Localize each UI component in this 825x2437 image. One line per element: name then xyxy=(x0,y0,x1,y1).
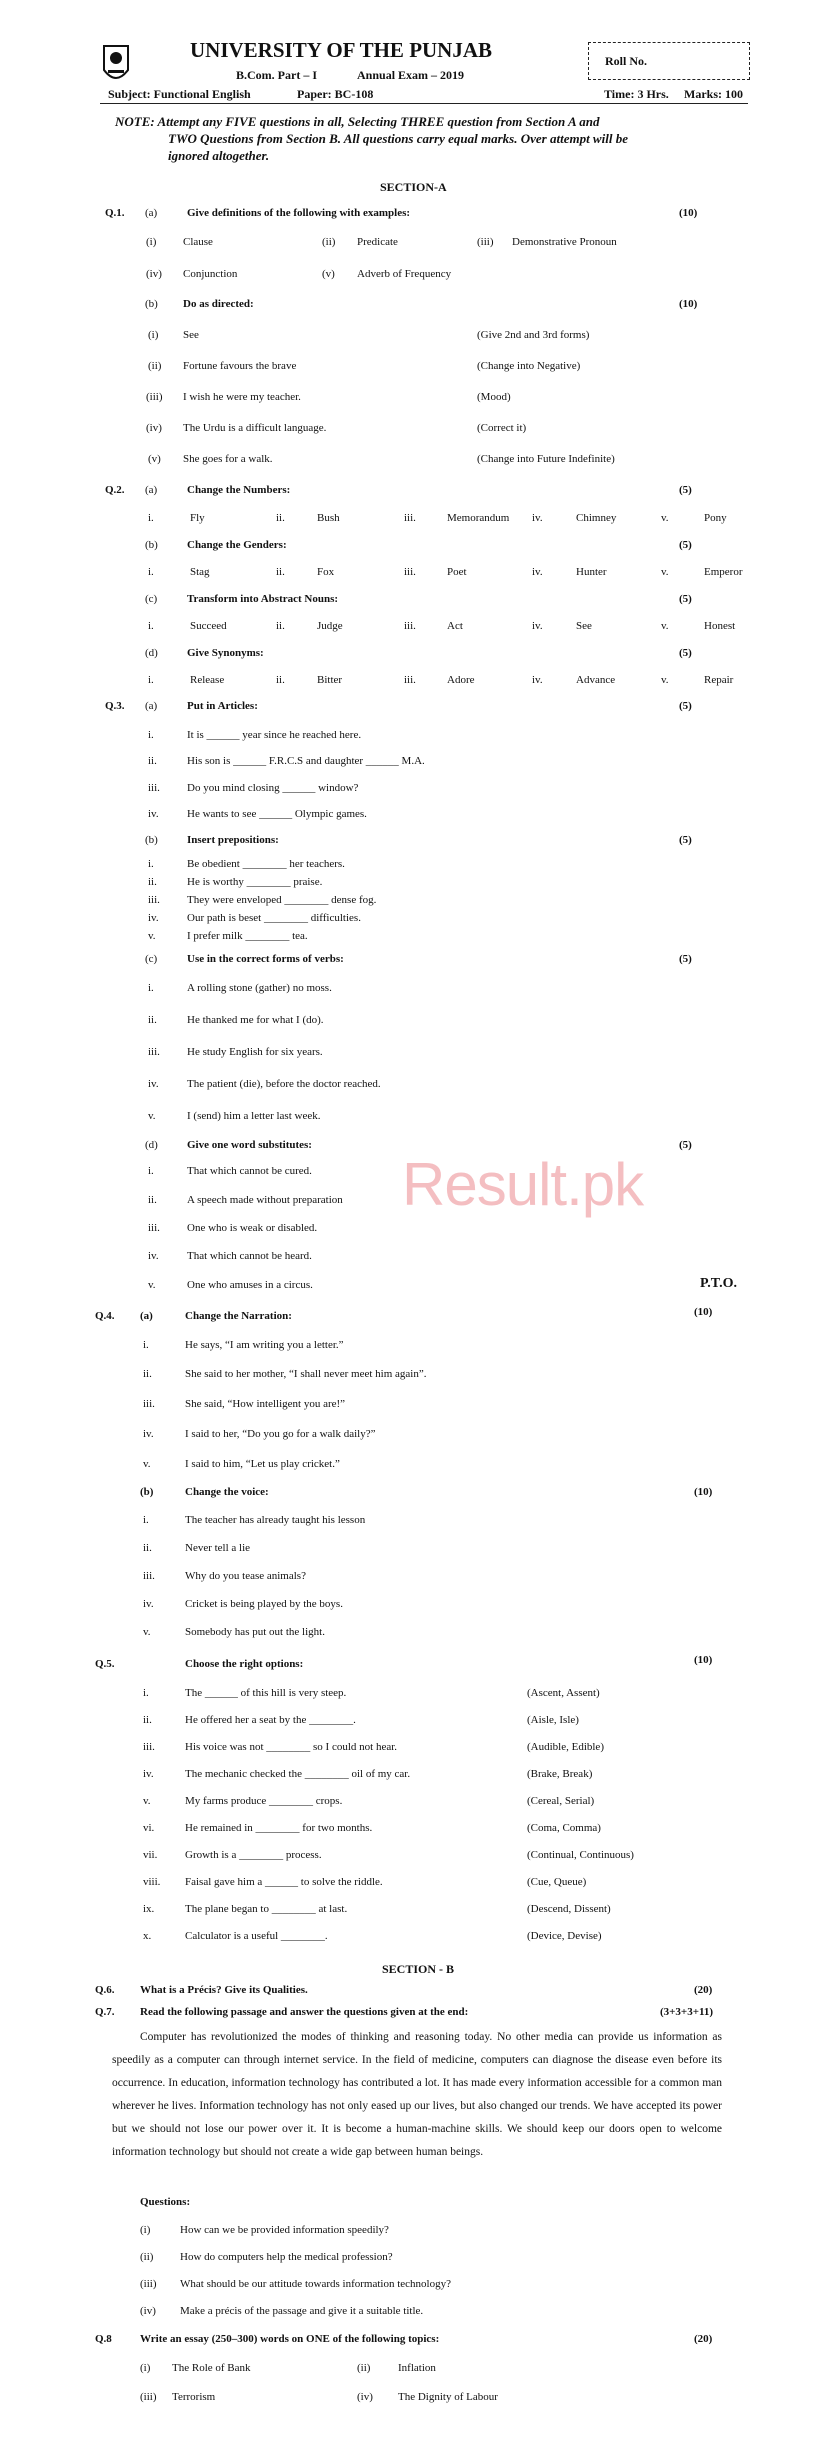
q3b-item-num: iii. xyxy=(148,894,160,906)
q7-question-item: What should be our attitude towards information technology? xyxy=(180,2278,451,2290)
q8-topic: The Dignity of Labour xyxy=(398,2391,498,2403)
q7-number: Q.7. xyxy=(95,2006,115,2018)
q3c-item: The patient (die), before the doctor reached. xyxy=(187,1078,381,1090)
q2-numeral: i. xyxy=(148,566,154,578)
q5-options: (Aisle, Isle) xyxy=(527,1714,579,1726)
q7-question-num: (ii) xyxy=(140,2251,154,2263)
q4b-item: Somebody has put out the light. xyxy=(185,1626,325,1638)
q2-numeral: v. xyxy=(661,620,669,632)
q5-options: (Descend, Dissent) xyxy=(527,1903,611,1915)
q3c-item-num: v. xyxy=(148,1110,156,1122)
q7-question-num: (i) xyxy=(140,2224,151,2236)
q1a-title: Give definitions of the following with examples: xyxy=(187,207,411,219)
q2-part-title: Change the Numbers: xyxy=(187,484,291,496)
q1b-item: She goes for a walk. xyxy=(183,453,273,465)
q3a-marks: (5) xyxy=(679,700,692,712)
q2-word: Advance xyxy=(576,674,616,686)
q2-word: Bush xyxy=(317,512,340,524)
q2-part-label: (a) xyxy=(145,484,158,496)
q5-options: (Cue, Queue) xyxy=(527,1876,587,1888)
q1a-item: Conjunction xyxy=(183,268,238,280)
q7-question: Read the following passage and answer the questions given at the end: xyxy=(140,2006,469,2018)
q2-numeral: i. xyxy=(148,620,154,632)
q3b-item: They were enveloped ________ dense fog. xyxy=(187,894,377,906)
q4b-item-num: iii. xyxy=(143,1570,155,1582)
q3d-item-num: v. xyxy=(148,1279,156,1291)
q2-numeral: v. xyxy=(661,566,669,578)
q3c-item: I (send) him a letter last week. xyxy=(187,1110,321,1122)
q3b-item: Our path is beset ________ difficulties. xyxy=(187,912,361,924)
q7-question-num: (iv) xyxy=(140,2305,156,2317)
q4b-item-num: v. xyxy=(143,1626,151,1638)
q5-number: Q.5. xyxy=(95,1658,115,1670)
section-b-heading: SECTION - B xyxy=(382,1962,455,1976)
q5-item: Faisal gave him a ______ to solve the riddle. xyxy=(185,1876,383,1888)
q4a-label: (a) xyxy=(140,1310,153,1322)
q1a-marks: (10) xyxy=(679,207,698,219)
q2-numeral: v. xyxy=(661,512,669,524)
q7-questions-title: Questions: xyxy=(140,2196,191,2208)
q2-part-marks: (5) xyxy=(679,593,692,605)
q3d-item: That which cannot be cured. xyxy=(187,1165,312,1177)
q2-numeral: iv. xyxy=(532,512,543,524)
q4b-item-num: ii. xyxy=(143,1542,152,1554)
q2-word: Memorandum xyxy=(447,512,510,524)
q2-word: Honest xyxy=(704,620,736,632)
q1b-item: I wish he were my teacher. xyxy=(183,391,301,403)
q1b-direction: (Correct it) xyxy=(477,422,527,434)
q6-number: Q.6. xyxy=(95,1984,115,1996)
q2-part-label: (c) xyxy=(145,593,158,605)
q8-topic-num: (i) xyxy=(140,2362,151,2374)
q2-part-title: Give Synonyms: xyxy=(187,647,264,659)
q5-item: He offered her a seat by the ________. xyxy=(185,1714,356,1726)
q2-numeral: iv. xyxy=(532,620,543,632)
q1b-item: Fortune favours the brave xyxy=(183,360,297,372)
q3a-item-num: ii. xyxy=(148,755,157,767)
q2-word: Bitter xyxy=(317,674,343,686)
q3c-item: He thanked me for what I (do). xyxy=(187,1014,324,1026)
q2-word: Fly xyxy=(190,512,205,524)
q4a-item-num: ii. xyxy=(143,1368,152,1380)
q2-word: Chimney xyxy=(576,512,617,524)
q4a-marks: (10) xyxy=(694,1306,713,1318)
q5-item: The ______ of this hill is very steep. xyxy=(185,1687,347,1699)
q2-numeral: iv. xyxy=(532,674,543,686)
q2-word: See xyxy=(576,620,592,632)
q3a-item: He wants to see ______ Olympic games. xyxy=(187,808,367,820)
q3a-item-num: iii. xyxy=(148,782,160,794)
q2-word: Hunter xyxy=(576,566,607,578)
q5-options: (Coma, Comma) xyxy=(527,1822,601,1834)
q8-marks: (20) xyxy=(694,2333,713,2345)
q5-item: The mechanic checked the ________ oil of my car. xyxy=(185,1768,411,1780)
q2-part-marks: (5) xyxy=(679,484,692,496)
q1a-item-num: (iii) xyxy=(477,236,494,248)
q2-word: Release xyxy=(190,674,225,686)
subject-label: Subject: Functional English xyxy=(108,87,251,101)
q3c-item-num: i. xyxy=(148,982,154,994)
q2-numeral: ii. xyxy=(276,620,285,632)
q2-numeral: i. xyxy=(148,512,154,524)
note-line-1: NOTE: Attempt any FIVE questions in all, Selecting THREE question from Section A and xyxy=(115,114,600,129)
q2-word: Judge xyxy=(317,620,343,632)
university-seal xyxy=(100,40,132,88)
q5-item: Calculator is a useful ________. xyxy=(185,1930,328,1942)
q3c-marks: (5) xyxy=(679,953,692,965)
q3a-item-num: iv. xyxy=(148,808,159,820)
time-label: Time: 3 Hrs. xyxy=(604,87,669,101)
marks-label: Marks: 100 xyxy=(684,87,743,101)
q2-part-title: Change the Genders: xyxy=(187,539,287,551)
q1b-marks: (10) xyxy=(679,298,698,310)
q2-numeral: i. xyxy=(148,674,154,686)
q7-marks: (3+3+3+11) xyxy=(660,2006,714,2018)
q8-question: Write an essay (250–300) words on ONE of the following topics: xyxy=(140,2333,440,2345)
q3d-title: Give one word substitutes: xyxy=(187,1139,312,1151)
q3d-marks: (5) xyxy=(679,1139,692,1151)
q8-topic-num: (ii) xyxy=(357,2362,371,2374)
q5-options: (Cereal, Serial) xyxy=(527,1795,595,1807)
q4b-item: Why do you tease animals? xyxy=(185,1570,306,1582)
q4a-item-num: iv. xyxy=(143,1428,154,1440)
q1a-item-num: (iv) xyxy=(146,268,162,280)
q4b-item: Cricket is being played by the boys. xyxy=(185,1598,343,1610)
q3b-item-num: ii. xyxy=(148,876,157,888)
q1a-item-num: (i) xyxy=(146,236,157,248)
q4a-item: I said to her, “Do you go for a walk daily?” xyxy=(185,1428,376,1440)
paper-label: Paper: BC-108 xyxy=(297,87,374,101)
q3a-title: Put in Articles: xyxy=(187,700,258,712)
q3d-label: (d) xyxy=(145,1139,158,1151)
q3b-marks: (5) xyxy=(679,834,692,846)
q4b-label: (b) xyxy=(140,1486,154,1498)
q3d-item-num: iii. xyxy=(148,1222,160,1234)
q2-numeral: ii. xyxy=(276,674,285,686)
q2-numeral: ii. xyxy=(276,512,285,524)
q6-marks: (20) xyxy=(694,1984,713,1996)
q5-item: The plane began to ________ at last. xyxy=(185,1903,348,1915)
q5-item-num: x. xyxy=(143,1930,152,1942)
q1-number: Q.1. xyxy=(105,207,125,219)
q3b-item-num: iv. xyxy=(148,912,159,924)
q7-question-item: How can we be provided information speedily? xyxy=(180,2224,389,2236)
q3b-item: I prefer milk ________ tea. xyxy=(187,930,308,942)
q5-item: My farms produce ________ crops. xyxy=(185,1795,343,1807)
q2-word: Succeed xyxy=(190,620,227,632)
q3b-item: He is worthy ________ praise. xyxy=(187,876,323,888)
q3c-item-num: iii. xyxy=(148,1046,160,1058)
q4a-item-num: iii. xyxy=(143,1398,155,1410)
class-label: B.Com. Part – I xyxy=(236,68,317,82)
q2-numeral: iii. xyxy=(404,566,416,578)
q5-item-num: ix. xyxy=(143,1903,155,1915)
q2-word: Act xyxy=(447,620,463,632)
q4a-title: Change the Narration: xyxy=(185,1310,292,1322)
q4b-item-num: i. xyxy=(143,1514,149,1526)
q1a-item: Predicate xyxy=(357,236,398,248)
q2-number: Q.2. xyxy=(105,484,125,496)
q1a-item: Demonstrative Pronoun xyxy=(512,236,617,248)
q4a-item: He says, “I am writing you a letter.” xyxy=(185,1339,344,1351)
q3d-item: One who amuses in a circus. xyxy=(187,1279,313,1291)
q1a-item: Adverb of Frequency xyxy=(357,268,452,280)
q2-numeral: iv. xyxy=(532,566,543,578)
q4b-item: Never tell a lie xyxy=(185,1542,251,1554)
q3c-label: (c) xyxy=(145,953,158,965)
q1a-label: (a) xyxy=(145,207,158,219)
q3d-item: A speech made without preparation xyxy=(187,1194,343,1206)
q8-topic: The Role of Bank xyxy=(172,2362,251,2374)
q3c-title: Use in the correct forms of verbs: xyxy=(187,953,344,965)
q4a-item: I said to him, “Let us play cricket.” xyxy=(185,1458,340,1470)
q3d-item-num: iv. xyxy=(148,1250,159,1262)
q2-numeral: ii. xyxy=(276,566,285,578)
result-pk-watermark: Result.pk xyxy=(402,1151,644,1218)
q3c-item: A rolling stone (gather) no moss. xyxy=(187,982,332,994)
q1b-item-num: (iii) xyxy=(146,391,163,403)
q5-item-num: viii. xyxy=(143,1876,161,1888)
q3a-item: His son is ______ F.R.C.S and daughter ______ M.A. xyxy=(187,755,425,767)
q4b-marks: (10) xyxy=(694,1486,713,1498)
q3c-item-num: ii. xyxy=(148,1014,157,1026)
q3d-item: That which cannot be heard. xyxy=(187,1250,312,1262)
q2-part-label: (b) xyxy=(145,539,158,551)
q3d-item-num: ii. xyxy=(148,1194,157,1206)
q3-number: Q.3. xyxy=(105,700,125,712)
q5-options: (Brake, Break) xyxy=(527,1768,593,1780)
q3c-item: He study English for six years. xyxy=(187,1046,323,1058)
q4a-item: She said to her mother, “I shall never meet him again”. xyxy=(185,1368,427,1380)
q5-item-num: iv. xyxy=(143,1768,154,1780)
pto-label: P.T.O. xyxy=(700,1276,737,1291)
q7-question-num: (iii) xyxy=(140,2278,157,2290)
q3b-label: (b) xyxy=(145,834,158,846)
q3d-item-num: i. xyxy=(148,1165,154,1177)
q1b-direction: (Change into Negative) xyxy=(477,360,581,372)
q5-options: (Audible, Edible) xyxy=(527,1741,604,1753)
roll-number-label: Roll No. xyxy=(605,54,647,68)
q2-part-label: (d) xyxy=(145,647,158,659)
q4a-item-num: i. xyxy=(143,1339,149,1351)
note-line-3: ignored altogether. xyxy=(168,148,270,163)
q8-topic: Terrorism xyxy=(172,2391,216,2403)
q1b-item: The Urdu is a difficult language. xyxy=(183,422,327,434)
q4b-title: Change the voice: xyxy=(185,1486,269,1498)
q6-question: What is a Précis? Give its Qualities. xyxy=(140,1984,308,1996)
q2-word: Emperor xyxy=(704,566,743,578)
q3a-label: (a) xyxy=(145,700,158,712)
q1b-label: (b) xyxy=(145,298,158,310)
q7-question-item: How do computers help the medical profession? xyxy=(180,2251,393,2263)
q2-word: Poet xyxy=(447,566,467,578)
q4a-item-num: v. xyxy=(143,1458,151,1470)
q8-topic: Inflation xyxy=(398,2362,436,2374)
q1a-item-num: (v) xyxy=(322,268,335,280)
q7-question-item: Make a précis of the passage and give it a suitable title. xyxy=(180,2305,424,2317)
q2-word: Fox xyxy=(317,566,335,578)
q5-item-num: v. xyxy=(143,1795,151,1807)
q3a-item: It is ______ year since he reached here. xyxy=(187,729,362,741)
q5-title: Choose the right options: xyxy=(185,1658,304,1670)
q5-options: (Continual, Continuous) xyxy=(527,1849,634,1861)
q3d-item: One who is weak or disabled. xyxy=(187,1222,318,1234)
q1b-item: See xyxy=(183,329,199,341)
q1b-direction: (Mood) xyxy=(477,391,511,403)
q2-word: Stag xyxy=(190,566,210,578)
q3b-item: Be obedient ________ her teachers. xyxy=(187,858,345,870)
q5-item-num: ii. xyxy=(143,1714,152,1726)
q1b-direction: (Give 2nd and 3rd forms) xyxy=(477,329,590,341)
q2-part-title: Transform into Abstract Nouns: xyxy=(187,593,339,605)
q5-item-num: vi. xyxy=(143,1822,155,1834)
q5-options: (Device, Devise) xyxy=(527,1930,602,1942)
q1a-item-num: (ii) xyxy=(322,236,336,248)
q5-item: His voice was not ________ so I could not hear. xyxy=(185,1741,398,1753)
q5-item-num: vii. xyxy=(143,1849,158,1861)
q2-word: Repair xyxy=(704,674,734,686)
q1a-item: Clause xyxy=(183,236,213,248)
q2-numeral: v. xyxy=(661,674,669,686)
q8-number: Q.8 xyxy=(95,2333,112,2345)
q1b-title: Do as directed: xyxy=(183,298,254,310)
q5-options: (Ascent, Assent) xyxy=(527,1687,600,1699)
q2-numeral: iii. xyxy=(404,512,416,524)
q3b-item-num: v. xyxy=(148,930,156,942)
q1b-item-num: (v) xyxy=(148,453,161,465)
q5-item: Growth is a ________ process. xyxy=(185,1849,322,1861)
q3c-item-num: iv. xyxy=(148,1078,159,1090)
q2-numeral: iii. xyxy=(404,620,416,632)
q2-part-marks: (5) xyxy=(679,539,692,551)
q3a-item-num: i. xyxy=(148,729,154,741)
q2-word: Pony xyxy=(704,512,727,524)
q5-item-num: iii. xyxy=(143,1741,155,1753)
q5-item-num: i. xyxy=(143,1687,149,1699)
q4-number: Q.4. xyxy=(95,1310,115,1322)
q5-item: He remained in ________ for two months. xyxy=(185,1822,373,1834)
q4b-item-num: iv. xyxy=(143,1598,154,1610)
q2-numeral: iii. xyxy=(404,674,416,686)
q1b-item-num: (i) xyxy=(148,329,159,341)
q4a-item: She said, “How intelligent you are!” xyxy=(185,1398,346,1410)
q1b-item-num: (iv) xyxy=(146,422,162,434)
q8-topic-num: (iv) xyxy=(357,2391,373,2403)
q3a-item: Do you mind closing ______ window? xyxy=(187,782,359,794)
q4b-item: The teacher has already taught his lesson xyxy=(185,1514,366,1526)
university-name: UNIVERSITY OF THE PUNJAB xyxy=(190,38,493,62)
q8-topic-num: (iii) xyxy=(140,2391,157,2403)
q1b-direction: (Change into Future Indefinite) xyxy=(477,453,615,465)
note-line-2: TWO Questions from Section B. All questions carry equal marks. Over attempt will be xyxy=(168,131,628,146)
exam-label: Annual Exam – 2019 xyxy=(357,68,465,82)
q3b-title: Insert prepositions: xyxy=(187,834,279,846)
q1b-item-num: (ii) xyxy=(148,360,162,372)
section-a-heading: SECTION-A xyxy=(380,180,447,194)
q2-part-marks: (5) xyxy=(679,647,692,659)
q2-word: Adore xyxy=(447,674,475,686)
q7-passage: Computer has revolutionized the modes of thinking and reasoning today. No other media can provide us information as speedily as a computer can through internet service. In the field of medicine, computers can diagnose the disease even before its occurrence. In education, information technology has contributed a lot. It has made every information accessible for a common man wherever he lives. Information technology has not only eased up our lives, but also changed our trends. We have accepted its power but we should not lose our power over it. It is become a human-machine skills. We should keep our doors open to welcome information technology but should not create a wide gap between human beings. xyxy=(112,2031,722,2158)
q3b-item-num: i. xyxy=(148,858,154,870)
q5-marks: (10) xyxy=(694,1654,713,1666)
